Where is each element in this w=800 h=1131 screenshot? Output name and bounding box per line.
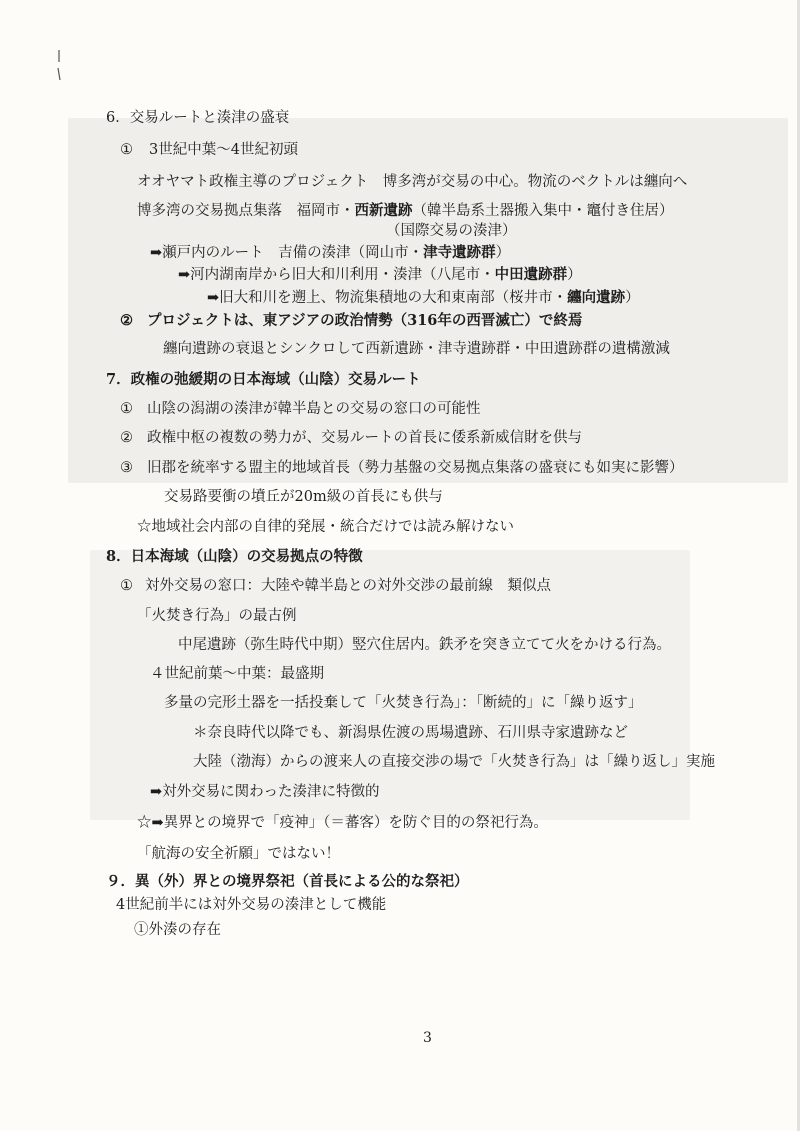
section-7-item-2 [120, 429, 582, 447]
section-8-line-7: ➡対外交易に関わった湊津に特徴的 [150, 784, 380, 800]
section-7-item-3 [120, 459, 684, 477]
section-8-heading: 8．日本海域（山陰）の交易拠点の特徴 [106, 548, 363, 565]
text-part: ➡河内湖南岸から旧大和川利用・湊津（八尾市・ [178, 267, 495, 283]
text-part: ） [567, 267, 582, 283]
section-6-item-1 [120, 141, 298, 159]
section-8-line-6: 大陸（渤海）からの渡来人の直接交渉の場で「火焚き行為」は「繰り返し」実施 [193, 754, 715, 770]
item-text: 政権中枢の複数の勢力が、交易ルートの首長に倭系新威信財を供与 [147, 430, 582, 446]
item-number: ③ [120, 460, 133, 476]
section-7-heading: 7．政権の弛緩期の日本海域（山陰）交易ルート [106, 371, 421, 388]
text-part: ➡瀬戸内のルート 吉備の湊津（岡山市・ [150, 245, 424, 261]
item-number: ① [120, 401, 133, 417]
site-name: 中田遺跡群 [494, 266, 568, 283]
text-part: ） [495, 245, 511, 261]
section-6-line-3: （国際交易の湊津） [386, 223, 517, 239]
item-number: ② [120, 312, 133, 329]
section-8-line-9: 「航海の安全祈願」ではない！ [137, 846, 340, 862]
item-number: ② [120, 430, 133, 446]
text-part: （韓半島系土器搬入集中・竈付き住居） [412, 203, 674, 219]
section-7-line-1: 交易路要衝の墳丘が20m級の首長にも供与 [164, 489, 443, 505]
section-6-line-5 [178, 266, 582, 284]
section-7-line-2: ☆地域社会内部の自律的発展・統合だけでは読み解けない [137, 519, 514, 535]
section-6-heading: 6．交易ルートと湊津の盛衰 [106, 110, 290, 126]
section-9-line-2: ①外湊の存在 [134, 922, 221, 938]
site-name: 西新遺跡 [354, 202, 413, 219]
section-9-line-1: 4世紀前半には対外交易の湊津として機能 [116, 897, 387, 913]
text-part: ） [625, 290, 640, 306]
bleed-through-text [270, 920, 474, 937]
binding-mark [57, 50, 61, 82]
section-6-line-7: 纏向遺跡の衰退とシンクロして西新遺跡・津寺遺跡群・中田遺跡群の遺構激減 [163, 341, 670, 357]
section-6-item-2 [120, 312, 582, 330]
item-number: ① [120, 578, 133, 594]
item-text: 対外交易の窓口：大陸や韓半島との対外交渉の最前線 類似点 [145, 578, 551, 594]
section-9-heading: ９．異（外）界との境界祭祀（首長による公的な祭祀） [106, 873, 469, 890]
section-7-item-1 [120, 400, 481, 418]
section-6-line-4 [150, 244, 510, 262]
item-text: 3世紀中葉～4世紀初頭 [149, 142, 298, 158]
text-part: 博多湾の交易拠点集落 福岡市・ [137, 203, 355, 219]
section-6-line-1: オオヤマト政権主導のプロジェクト 博多湾が交易の中心。物流のベクトルは纏向へ [137, 174, 688, 190]
item-number: ① [120, 142, 133, 158]
section-8-line-2: 中尾遺跡（弥生時代中期）竪穴住居内。鉄矛を突き立てて火をかける行為。 [178, 637, 671, 653]
section-8-line-1: 「火焚き行為」の最古例 [137, 608, 297, 624]
section-6-line-6 [207, 289, 640, 307]
section-8-item-1 [120, 577, 551, 595]
section-8-line-8: ☆➡異界との境界で「疫神」（＝蕃客）を防ぐ目的の祭祀行為。 [137, 815, 548, 831]
item-text: プロジェクトは、東アジアの政治情勢（316年の西晋滅亡）で終焉 [147, 312, 583, 329]
site-name: 纏向遺跡 [567, 289, 626, 306]
section-8-line-4: 多量の完形土器を一括投棄して「火焚き行為」：「断続的」に「繰り返す」 [164, 695, 643, 711]
section-8-line-5: ＊奈良時代以降でも、新潟県佐渡の馬場遺跡、石川県寺家遺跡など [193, 725, 628, 741]
page-number: 3 [423, 1030, 432, 1046]
text-part: ➡旧大和川を遡上、物流集積地の大和東南部（桜井市・ [207, 290, 568, 306]
item-text: 旧郡を統率する盟主的地域首長（勢力基盤の交易拠点集落の盛衰にも如実に影響） [147, 460, 684, 476]
section-6-line-2 [137, 202, 674, 220]
site-name: 津寺遺跡群 [423, 244, 496, 261]
section-8-line-3: ４世紀前葉～中葉：最盛期 [150, 666, 324, 682]
item-text: 山陰の潟湖の湊津が韓半島との交易の窓口の可能性 [147, 401, 481, 417]
